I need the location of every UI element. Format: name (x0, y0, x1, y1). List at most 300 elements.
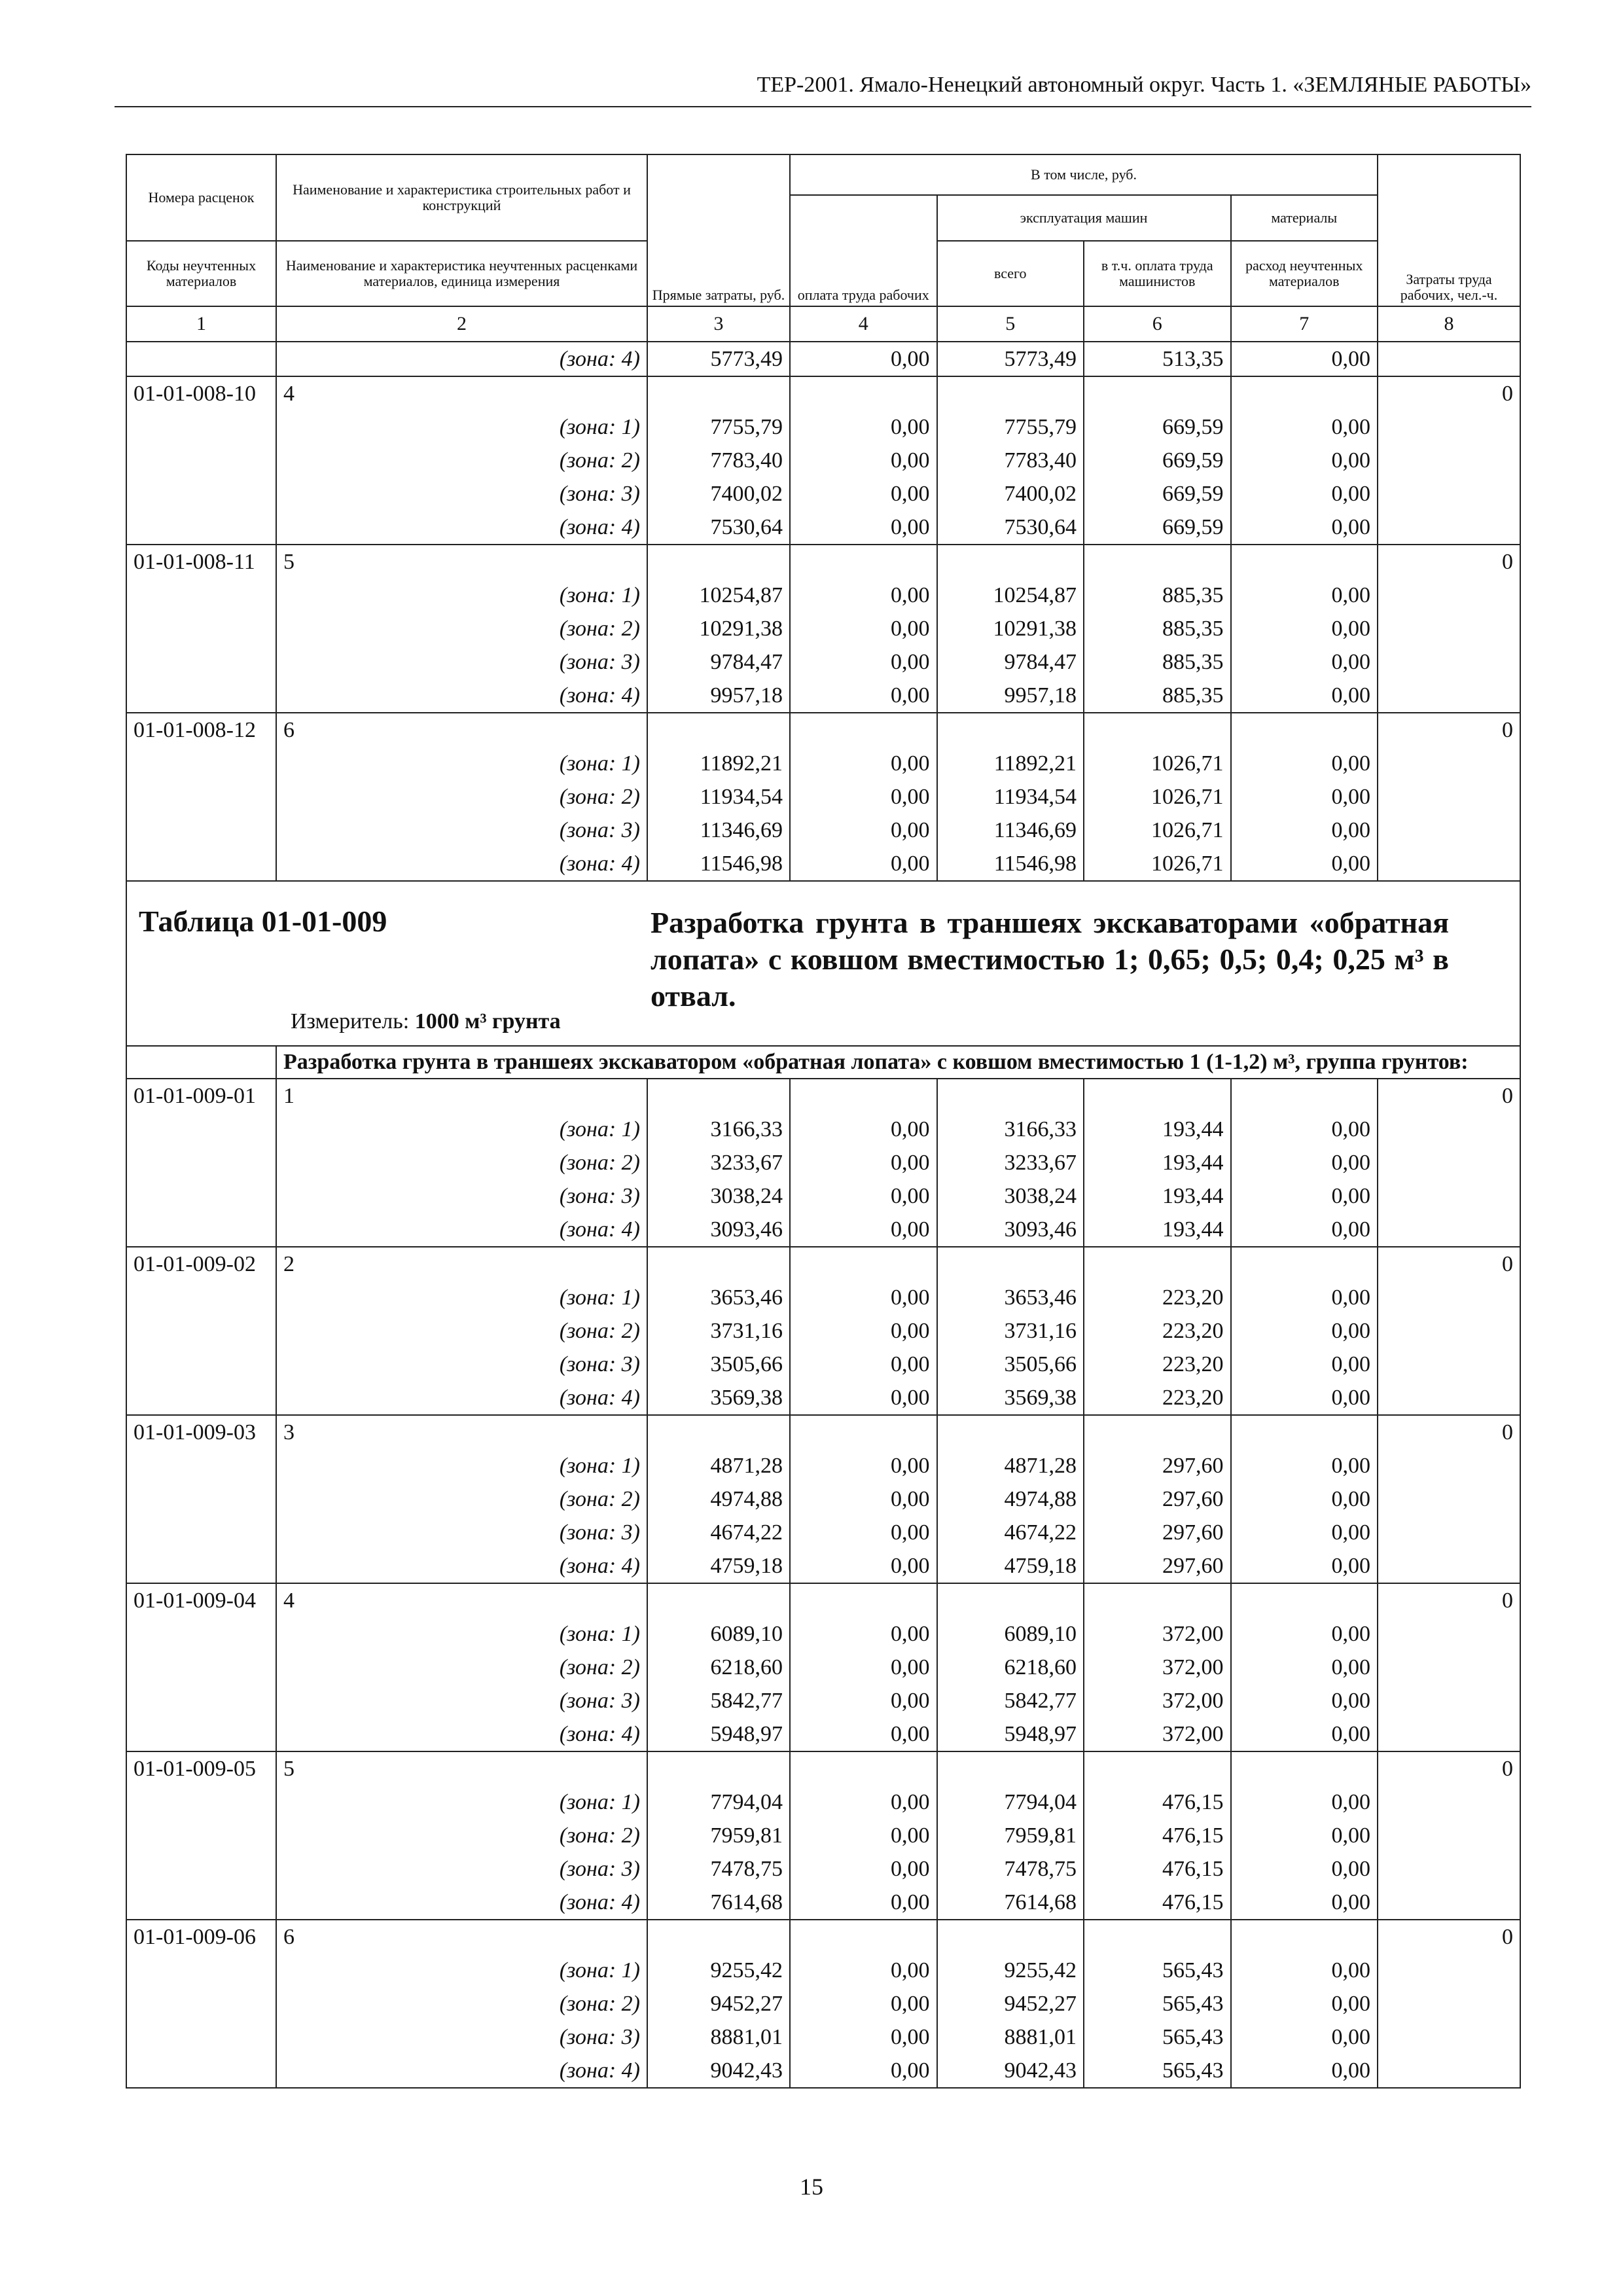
soil-group: 3 (276, 1415, 647, 1449)
zone-row (126, 2020, 1520, 2054)
machine-cost: 6089,10 (937, 1617, 1084, 1651)
zone-row (126, 1852, 1520, 1886)
zone-row (126, 511, 1520, 545)
materials-cost: 0,00 (1231, 342, 1378, 376)
rate-row (126, 1751, 1520, 1785)
zone-label: (зона: 3) (276, 645, 647, 679)
materials-cost: 0,00 (1231, 1348, 1378, 1381)
empty-cell (647, 1751, 790, 1785)
empty-cell (937, 1583, 1084, 1617)
rate-code-cell (126, 747, 276, 780)
operator-wages: 372,00 (1084, 1617, 1231, 1651)
rate-code-cell (126, 1179, 276, 1213)
labor-hours (1378, 342, 1520, 376)
empty-cell (937, 1415, 1084, 1449)
direct-cost: 3505,66 (647, 1348, 790, 1381)
labor-hours (1378, 747, 1520, 780)
soil-group: 4 (276, 376, 647, 410)
empty-cell (1231, 1415, 1378, 1449)
zone-row (126, 645, 1520, 679)
soil-group: 5 (276, 1751, 647, 1785)
materials-cost: 0,00 (1231, 1146, 1378, 1179)
worker-wages: 0,00 (790, 1717, 937, 1751)
rate-code-cell (126, 1449, 276, 1482)
worker-wages: 0,00 (790, 645, 937, 679)
direct-cost: 11346,69 (647, 814, 790, 847)
machine-cost: 10291,38 (937, 612, 1084, 645)
labor-hours (1378, 1348, 1520, 1381)
rate-code-cell (126, 1717, 276, 1751)
operator-wages: 1026,71 (1084, 847, 1231, 881)
running-header: ТЕР-2001. Ямало-Ненецкий автономный округ. Часть 1. «ЗЕМЛЯНЫЕ РАБОТЫ» (115, 72, 1531, 107)
header-col7: расход неучтенных материалов (1231, 241, 1378, 306)
worker-wages: 0,00 (790, 511, 937, 545)
machine-cost: 11892,21 (937, 747, 1084, 780)
labor-hours (1378, 1617, 1520, 1651)
zone-label: (зона: 2) (276, 1819, 647, 1852)
operator-wages: 476,15 (1084, 1785, 1231, 1819)
worker-wages: 0,00 (790, 1348, 937, 1381)
machine-cost: 9957,18 (937, 679, 1084, 713)
column-number: 2 (276, 306, 647, 342)
worker-wages: 0,00 (790, 1281, 937, 1314)
rate-code-cell (126, 477, 276, 511)
empty-cell (1231, 1751, 1378, 1785)
materials-cost: 0,00 (1231, 747, 1378, 780)
labor-hours (1378, 1113, 1520, 1146)
empty-cell (1231, 1920, 1378, 1954)
worker-wages: 0,00 (790, 1449, 937, 1482)
machine-cost: 4759,18 (937, 1549, 1084, 1583)
empty-cell (1231, 1247, 1378, 1281)
labor-hours (1378, 1819, 1520, 1852)
direct-cost: 4759,18 (647, 1549, 790, 1583)
machine-cost: 8881,01 (937, 2020, 1084, 2054)
zone-label: (зона: 1) (276, 1449, 647, 1482)
worker-wages: 0,00 (790, 1516, 937, 1549)
rate-code-cell (126, 1819, 276, 1852)
rate-code-cell (126, 579, 276, 612)
operator-wages: 193,44 (1084, 1179, 1231, 1213)
zone-row (126, 1516, 1520, 1549)
zone-label: (зона: 2) (276, 1651, 647, 1684)
materials-cost: 0,00 (1231, 410, 1378, 444)
zone-row (126, 444, 1520, 477)
operator-wages: 193,44 (1084, 1113, 1231, 1146)
labor-hours (1378, 679, 1520, 713)
zone-label: (зона: 1) (276, 1281, 647, 1314)
rate-code-cell (126, 1684, 276, 1717)
worker-wages: 0,00 (790, 1314, 937, 1348)
labor-hours (1378, 847, 1520, 881)
rate-code-cell (126, 1516, 276, 1549)
header-col1-bottom: Коды неучтенных материалов (126, 241, 276, 306)
rate-code-cell (126, 511, 276, 545)
operator-wages: 193,44 (1084, 1146, 1231, 1179)
empty-cell (937, 1920, 1084, 1954)
soil-group: 2 (276, 1247, 647, 1281)
zone-label: (зона: 2) (276, 780, 647, 814)
materials-cost: 0,00 (1231, 780, 1378, 814)
direct-cost: 3653,46 (647, 1281, 790, 1314)
labor-hours (1378, 477, 1520, 511)
empty-cell (647, 1415, 790, 1449)
materials-cost: 0,00 (1231, 1381, 1378, 1415)
machine-cost: 7783,40 (937, 444, 1084, 477)
zone-label: (зона: 4) (276, 2054, 647, 2088)
machine-cost: 3093,46 (937, 1213, 1084, 1247)
rate-code-cell (126, 1113, 276, 1146)
machine-cost: 3653,46 (937, 1281, 1084, 1314)
worker-wages: 0,00 (790, 847, 937, 881)
materials-cost: 0,00 (1231, 2020, 1378, 2054)
materials-cost: 0,00 (1231, 1684, 1378, 1717)
zone-label: (зона: 1) (276, 747, 647, 780)
page-number: 15 (800, 2174, 823, 2200)
header-materials: материалы (1231, 195, 1378, 241)
operator-wages: 885,35 (1084, 612, 1231, 645)
column-number: 5 (937, 306, 1084, 342)
zone-label: (зона: 3) (276, 477, 647, 511)
materials-cost: 0,00 (1231, 847, 1378, 881)
labor-hours (1378, 612, 1520, 645)
rate-code-cell (126, 1651, 276, 1684)
worker-wages: 0,00 (790, 1179, 937, 1213)
labor-hours (1378, 444, 1520, 477)
empty-cell (937, 1079, 1084, 1113)
worker-wages: 0,00 (790, 1146, 937, 1179)
rates-table (126, 154, 1521, 2089)
machine-cost: 3569,38 (937, 1381, 1084, 1415)
empty-cell (790, 545, 937, 579)
rate-row (126, 545, 1520, 579)
labor-hours (1378, 1954, 1520, 1987)
empty-cell (647, 1079, 790, 1113)
rate-row (126, 1583, 1520, 1617)
zone-row (126, 1281, 1520, 1314)
rate-code-cell (126, 1482, 276, 1516)
zone-label: (зона: 4) (276, 342, 647, 376)
empty-cell (790, 1079, 937, 1113)
rate-code: 01-01-008-10 (126, 376, 276, 410)
materials-cost: 0,00 (1231, 1852, 1378, 1886)
direct-cost: 3038,24 (647, 1179, 790, 1213)
rate-code: 01-01-009-01 (126, 1079, 276, 1113)
empty-cell (647, 713, 790, 747)
operator-wages: 297,60 (1084, 1516, 1231, 1549)
rate-code-cell (126, 612, 276, 645)
rate-row (126, 1247, 1520, 1281)
zone-row (126, 612, 1520, 645)
direct-cost: 9255,42 (647, 1954, 790, 1987)
labor-hours: 0 (1378, 1583, 1520, 1617)
operator-wages: 476,15 (1084, 1819, 1231, 1852)
machine-cost: 3731,16 (937, 1314, 1084, 1348)
column-number: 7 (1231, 306, 1378, 342)
machine-cost: 4974,88 (937, 1482, 1084, 1516)
empty-cell (790, 1247, 937, 1281)
worker-wages: 0,00 (790, 1549, 937, 1583)
column-number: 6 (1084, 306, 1231, 342)
header-col3: Прямые затраты, руб. (647, 154, 790, 306)
machine-cost: 11934,54 (937, 780, 1084, 814)
empty-cell (1084, 545, 1231, 579)
header-col2-top: Наименование и характеристика строительных работ и конструкций (276, 154, 647, 241)
machine-cost: 5773,49 (937, 342, 1084, 376)
labor-hours (1378, 1381, 1520, 1415)
labor-hours: 0 (1378, 1247, 1520, 1281)
zone-row (126, 1785, 1520, 1819)
table-header (126, 154, 1520, 342)
operator-wages: 372,00 (1084, 1717, 1231, 1751)
worker-wages: 0,00 (790, 747, 937, 780)
materials-cost: 0,00 (1231, 1617, 1378, 1651)
empty-cell (1084, 1751, 1231, 1785)
empty-cell (1231, 376, 1378, 410)
direct-cost: 3166,33 (647, 1113, 790, 1146)
zone-label: (зона: 3) (276, 1348, 647, 1381)
soil-group: 4 (276, 1583, 647, 1617)
operator-wages: 372,00 (1084, 1684, 1231, 1717)
machine-cost: 7400,02 (937, 477, 1084, 511)
empty-cell (1084, 1415, 1231, 1449)
soil-group: 6 (276, 713, 647, 747)
empty-cell (647, 1247, 790, 1281)
direct-cost: 4674,22 (647, 1516, 790, 1549)
machine-cost: 11546,98 (937, 847, 1084, 881)
measure-unit (291, 1005, 561, 1038)
worker-wages: 0,00 (790, 1886, 937, 1920)
zone-label: (зона: 1) (276, 1113, 647, 1146)
machine-cost: 6218,60 (937, 1651, 1084, 1684)
operator-wages: 669,59 (1084, 410, 1231, 444)
worker-wages: 0,00 (790, 1482, 937, 1516)
materials-cost: 0,00 (1231, 645, 1378, 679)
empty-cell (1084, 376, 1231, 410)
materials-cost: 0,00 (1231, 1213, 1378, 1247)
zone-row (126, 1617, 1520, 1651)
direct-cost: 7783,40 (647, 444, 790, 477)
direct-cost: 5948,97 (647, 1717, 790, 1751)
materials-cost: 0,00 (1231, 1179, 1378, 1213)
empty-cell (647, 1920, 790, 1954)
zone-label: (зона: 1) (276, 1954, 647, 1987)
zone-label: (зона: 4) (276, 1381, 647, 1415)
table-number: Таблица 01-01-009 (139, 905, 387, 938)
zone-row (126, 1314, 1520, 1348)
operator-wages: 476,15 (1084, 1852, 1231, 1886)
direct-cost: 7400,02 (647, 477, 790, 511)
direct-cost: 8881,01 (647, 2020, 790, 2054)
labor-hours (1378, 1684, 1520, 1717)
machine-cost: 7614,68 (937, 1886, 1084, 1920)
empty-cell (937, 545, 1084, 579)
empty-cell (790, 713, 937, 747)
zone-row (126, 1819, 1520, 1852)
operator-wages: 223,20 (1084, 1314, 1231, 1348)
empty-cell (647, 1583, 790, 1617)
labor-hours (1378, 410, 1520, 444)
direct-cost: 6089,10 (647, 1617, 790, 1651)
direct-cost: 11934,54 (647, 780, 790, 814)
zone-row (126, 477, 1520, 511)
rate-code: 01-01-008-11 (126, 545, 276, 579)
empty-cell (937, 1751, 1084, 1785)
zone-label: (зона: 4) (276, 679, 647, 713)
worker-wages: 0,00 (790, 579, 937, 612)
direct-cost: 9957,18 (647, 679, 790, 713)
materials-cost: 0,00 (1231, 1482, 1378, 1516)
zone-row (126, 1684, 1520, 1717)
operator-wages: 885,35 (1084, 579, 1231, 612)
empty-cell (937, 1247, 1084, 1281)
measure-value: 1000 м³ грунта (414, 1009, 561, 1033)
direct-cost: 9042,43 (647, 2054, 790, 2088)
labor-hours (1378, 511, 1520, 545)
machine-cost: 3166,33 (937, 1113, 1084, 1146)
operator-wages: 1026,71 (1084, 814, 1231, 847)
table-title: Разработка грунта в траншеях экскаваторами «обратная лопата» с ковшом вместимостью 1; 0,65; 0,5; 0,4; 0,25 м³ в отвал. (651, 906, 1449, 1013)
zone-row (126, 1113, 1520, 1146)
rate-code-cell (126, 847, 276, 881)
labor-hours (1378, 1213, 1520, 1247)
direct-cost: 7530,64 (647, 511, 790, 545)
header-col6: в т.ч. оплата труда машинистов (1084, 241, 1231, 306)
worker-wages: 0,00 (790, 814, 937, 847)
worker-wages: 0,00 (790, 1113, 937, 1146)
direct-cost: 7794,04 (647, 1785, 790, 1819)
zone-row (126, 1987, 1520, 2020)
operator-wages: 565,43 (1084, 1954, 1231, 1987)
labor-hours (1378, 579, 1520, 612)
header-col8: Затраты труда рабочих, чел.-ч. (1378, 154, 1520, 306)
labor-hours (1378, 1449, 1520, 1482)
operator-wages: 297,60 (1084, 1449, 1231, 1482)
zone-row (126, 780, 1520, 814)
worker-wages: 0,00 (790, 1785, 937, 1819)
rate-code-cell (126, 444, 276, 477)
labor-hours (1378, 1146, 1520, 1179)
direct-cost: 3093,46 (647, 1213, 790, 1247)
machine-cost: 4674,22 (937, 1516, 1084, 1549)
soil-group: 6 (276, 1920, 647, 1954)
zone-row (126, 1381, 1520, 1415)
zone-label: (зона: 2) (276, 612, 647, 645)
rate-code: 01-01-009-02 (126, 1247, 276, 1281)
rate-code-cell (126, 814, 276, 847)
materials-cost: 0,00 (1231, 1717, 1378, 1751)
empty-cell (1084, 1079, 1231, 1113)
operator-wages: 669,59 (1084, 477, 1231, 511)
rate-row (126, 1920, 1520, 1954)
worker-wages: 0,00 (790, 1381, 937, 1415)
direct-cost: 11892,21 (647, 747, 790, 780)
empty-cell (1084, 1920, 1231, 1954)
rate-code-cell (126, 1281, 276, 1314)
rate-code-cell (126, 1617, 276, 1651)
worker-wages: 0,00 (790, 342, 937, 376)
zone-row (126, 1651, 1520, 1684)
zone-label: (зона: 1) (276, 410, 647, 444)
materials-cost: 0,00 (1231, 1886, 1378, 1920)
machine-cost: 7959,81 (937, 1819, 1084, 1852)
direct-cost: 5773,49 (647, 342, 790, 376)
direct-cost: 3569,38 (647, 1381, 790, 1415)
direct-cost: 6218,60 (647, 1651, 790, 1684)
machine-cost: 4871,28 (937, 1449, 1084, 1482)
rate-code-cell (126, 1954, 276, 1987)
empty-cell (1084, 713, 1231, 747)
direct-cost: 10291,38 (647, 612, 790, 645)
labor-hours (1378, 1179, 1520, 1213)
rate-code-cell (126, 1886, 276, 1920)
materials-cost: 0,00 (1231, 579, 1378, 612)
worker-wages: 0,00 (790, 612, 937, 645)
worker-wages: 0,00 (790, 2054, 937, 2088)
labor-hours (1378, 1516, 1520, 1549)
rate-code-cell (126, 342, 276, 376)
empty-cell (1084, 1583, 1231, 1617)
operator-wages: 297,60 (1084, 1549, 1231, 1583)
empty-cell (1231, 1583, 1378, 1617)
zone-label: (зона: 3) (276, 2020, 647, 2054)
labor-hours (1378, 814, 1520, 847)
labor-hours (1378, 1785, 1520, 1819)
rate-code-cell (126, 679, 276, 713)
labor-hours (1378, 2020, 1520, 2054)
rate-code-cell (126, 1314, 276, 1348)
machine-cost: 3233,67 (937, 1146, 1084, 1179)
rate-code: 01-01-009-04 (126, 1583, 276, 1617)
rate-code-cell (126, 410, 276, 444)
operator-wages: 669,59 (1084, 444, 1231, 477)
direct-cost: 3731,16 (647, 1314, 790, 1348)
materials-cost: 0,00 (1231, 2054, 1378, 2088)
rate-code: 01-01-008-12 (126, 713, 276, 747)
labor-hours (1378, 1281, 1520, 1314)
worker-wages: 0,00 (790, 1954, 937, 1987)
direct-cost: 11546,98 (647, 847, 790, 881)
zone-label: (зона: 3) (276, 1179, 647, 1213)
empty-cell (1231, 713, 1378, 747)
operator-wages: 193,44 (1084, 1213, 1231, 1247)
worker-wages: 0,00 (790, 1651, 937, 1684)
direct-cost: 4871,28 (647, 1449, 790, 1482)
header-col2-bottom: Наименование и характеристика неучтенных расценками материалов, единица измерения (276, 241, 647, 306)
materials-cost: 0,00 (1231, 1651, 1378, 1684)
operator-wages: 565,43 (1084, 1987, 1231, 2020)
direct-cost: 9784,47 (647, 645, 790, 679)
zone-label: (зона: 3) (276, 1516, 647, 1549)
rate-row (126, 1415, 1520, 1449)
rate-code-cell (126, 1549, 276, 1583)
rate-code-cell (126, 1213, 276, 1247)
rate-row (126, 376, 1520, 410)
labor-hours: 0 (1378, 1751, 1520, 1785)
empty-cell (790, 1415, 937, 1449)
rate-row (126, 1079, 1520, 1113)
machine-cost: 3038,24 (937, 1179, 1084, 1213)
empty-cell (647, 545, 790, 579)
worker-wages: 0,00 (790, 477, 937, 511)
rate-code: 01-01-009-06 (126, 1920, 276, 1954)
operator-wages: 1026,71 (1084, 780, 1231, 814)
materials-cost: 0,00 (1231, 1819, 1378, 1852)
materials-cost: 0,00 (1231, 1113, 1378, 1146)
zone-label: (зона: 4) (276, 1213, 647, 1247)
operator-wages: 669,59 (1084, 511, 1231, 545)
header-machines: эксплуатация машин (937, 195, 1231, 241)
